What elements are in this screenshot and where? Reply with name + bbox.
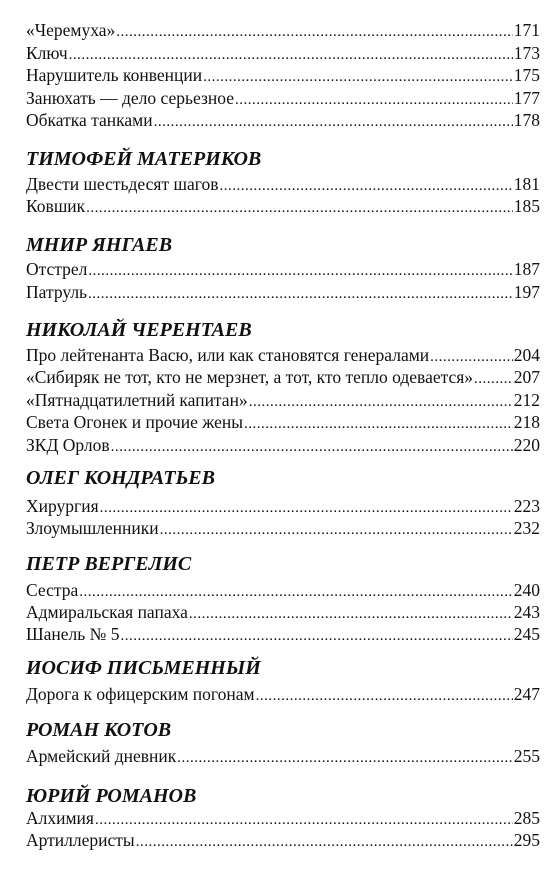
dot-leader: [111, 435, 513, 459]
dot-leader: [256, 684, 513, 708]
page-number: 185: [513, 196, 540, 216]
section-author: ЮРИЙ РОМАНОВ: [26, 785, 197, 807]
page-number: 171: [513, 20, 540, 40]
section-author: ТИМОФЕЙ МАТЕРИКОВ: [26, 148, 262, 170]
section-author: ПЕТР ВЕРГЕЛИС: [26, 553, 192, 575]
page-number: 218: [513, 412, 540, 432]
page-number: 285: [513, 808, 540, 828]
entry-title: Отстрел: [26, 259, 88, 279]
entry-title: Ключ: [26, 43, 68, 63]
toc-entry: [26, 622, 540, 646]
section-author: НИКОЛАЙ ЧЕРЕНТАЕВ: [26, 319, 252, 341]
page-number: 173: [513, 43, 540, 63]
toc-entry: [26, 365, 540, 389]
toc-entry: [26, 280, 540, 304]
page-number: 177: [513, 88, 540, 108]
section-author: ИОСИФ ПИСЬМЕННЫЙ: [26, 657, 261, 679]
page-number: 223: [513, 496, 540, 516]
toc-entry: [26, 18, 540, 42]
entry-title: Про лейтенанта Васю, или как становятся генералами: [26, 345, 430, 365]
toc-entry: [26, 578, 540, 602]
toc-entry: [26, 343, 540, 367]
page-number: 212: [513, 390, 540, 410]
toc-entry: [26, 744, 540, 768]
toc-entry: [26, 433, 540, 457]
page-number: 187: [513, 259, 540, 279]
page-number: 240: [513, 580, 540, 600]
toc-entry: [26, 86, 540, 110]
entry-title: «Сибиряк не тот, кто не мерзнет, а тот, кто тепло одевается»: [26, 367, 474, 387]
entry-title: Света Огонек и прочие жены: [26, 412, 243, 432]
entry-title: Злоумышленники: [26, 518, 159, 538]
entry-title: Шанель № 5: [26, 624, 120, 644]
dot-leader: [120, 624, 512, 648]
section-author: РОМАН КОТОВ: [26, 719, 172, 741]
page-number: 220: [513, 435, 540, 455]
toc-entry: [26, 494, 540, 518]
toc-entry: [26, 516, 540, 540]
section-author: ОЛЕГ КОНДРАТЬЕВ: [26, 467, 215, 489]
page-number: 197: [513, 282, 540, 302]
page-number: 178: [513, 110, 540, 130]
entry-title: Обкатка танками: [26, 110, 153, 130]
section-author: МНИР ЯНГАЕВ: [26, 234, 173, 256]
dot-leader: [88, 282, 513, 306]
page-number: 245: [513, 624, 540, 644]
toc-entry: [26, 600, 540, 624]
page-number: 181: [513, 174, 540, 194]
dot-leader: [177, 746, 513, 770]
entry-title: Дорога к офицерским погонам: [26, 684, 255, 704]
entry-title: Занюхать — дело серьезное: [26, 88, 235, 108]
entry-title: Алхимия: [26, 808, 94, 828]
toc-entry: [26, 63, 540, 87]
toc-entry: [26, 194, 540, 218]
entry-title: Артиллеристы: [26, 830, 135, 850]
entry-title: Нарушитель конвенции: [26, 65, 203, 85]
dot-leader: [136, 830, 513, 854]
entry-title: Армейский дневник: [26, 746, 177, 766]
toc-entry: [26, 257, 540, 281]
toc-entry: [26, 388, 540, 412]
page-number: 175: [513, 65, 540, 85]
toc-entry: [26, 682, 540, 706]
entry-title: «Черемуха»: [26, 20, 116, 40]
entry-title: Ковшик: [26, 196, 86, 216]
page-number: 243: [513, 602, 540, 622]
page-number: 204: [513, 345, 540, 365]
toc-entry: [26, 41, 540, 65]
page-number: 247: [513, 684, 540, 704]
toc-entry: [26, 828, 540, 852]
entry-title: «Пятнадцатилетний капитан»: [26, 390, 248, 410]
entry-title: Патруль: [26, 282, 88, 302]
dot-leader: [154, 110, 513, 134]
page-number: 295: [513, 830, 540, 850]
entry-title: Хирургия: [26, 496, 99, 516]
page-number: 207: [513, 367, 540, 387]
page-number: 255: [513, 746, 540, 766]
dot-leader: [86, 196, 513, 220]
toc-entry: [26, 806, 540, 830]
entry-title: Адмиральская папаха: [26, 602, 188, 622]
entry-title: ЗКД Орлов: [26, 435, 110, 455]
entry-title: Двести шестьдесят шагов: [26, 174, 219, 194]
dot-leader: [160, 518, 513, 542]
toc-entry: [26, 108, 540, 132]
toc-entry: [26, 172, 540, 196]
page-number: 232: [513, 518, 540, 538]
entry-title: Сестра: [26, 580, 79, 600]
toc-entry: [26, 410, 540, 434]
